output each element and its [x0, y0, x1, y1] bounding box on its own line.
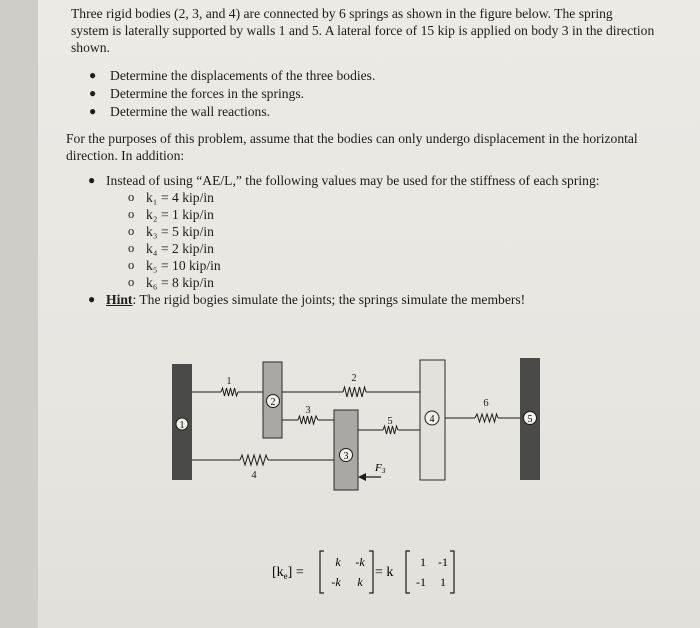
m2-11: 1 — [420, 555, 426, 569]
body-label-3: 3 — [343, 451, 349, 462]
stiffness-item: k₂ = 1 kip/in — [146, 207, 214, 222]
intro-line-2: system is laterally supported by walls 1 and 5. A lateral force of 15 kip is applied on body 3 in the direction — [71, 23, 655, 38]
stiffness-bullet: ● — [88, 173, 96, 187]
sub-bullet-icon: o — [128, 224, 135, 238]
purpose-line-1: For the purposes of this problem, assume that the bodies can only undergo displacement in the horizontal — [66, 131, 638, 146]
spring-label-2: 2 — [351, 373, 357, 384]
spring-label-6: 6 — [483, 398, 489, 409]
document-page — [38, 0, 700, 628]
force-arrow-icon — [358, 473, 381, 481]
sub-bullet-icon: o — [128, 241, 135, 255]
element-stiffness-matrix — [272, 551, 454, 593]
matrix-lhs: $[k_e]$ = — [272, 565, 304, 581]
sub-bullet-icon: o — [128, 190, 135, 204]
stiffness-item: k₁ = 4 kip/in — [146, 190, 214, 205]
task-bullet: ● — [89, 68, 97, 82]
stiffness-item: k₆ = 8 kip/in — [146, 275, 214, 290]
m2-21: -1 — [416, 575, 426, 589]
task-bullet: ● — [89, 86, 97, 100]
m1-11: k — [335, 555, 341, 569]
body-label-5: 5 — [527, 414, 533, 425]
task-bullet: ● — [89, 104, 97, 118]
spring-5 — [383, 426, 398, 434]
body-label-2: 2 — [270, 397, 276, 408]
stiffness-item: k₄ = 2 kip/in — [146, 241, 214, 256]
spring-label-5: 5 — [387, 416, 393, 427]
spring-6 — [475, 414, 498, 422]
intro-line-1: Three rigid bodies (2, 3, and 4) are connected by 6 springs as shown in the figure below. The spring — [71, 6, 613, 21]
purpose-line-2: direction. In addition: — [66, 148, 185, 163]
task-2: Determine the forces in the springs. — [110, 86, 305, 101]
hint-label: Hint — [106, 292, 133, 307]
spring-2 — [343, 387, 366, 397]
spring-3 — [298, 416, 318, 424]
hint-bullet: ● — [88, 292, 96, 306]
task-3: Determine the wall reactions. — [110, 104, 271, 119]
m2-22: 1 — [440, 575, 446, 589]
body-label-1: 1 — [179, 420, 185, 431]
matrix-eq: = k — [375, 565, 394, 580]
spring-4 — [240, 455, 268, 465]
spring-label-4: 4 — [251, 470, 257, 481]
m1-21: -k — [331, 575, 341, 589]
m1-12: -k — [355, 555, 365, 569]
intro-line-3: shown. — [71, 40, 110, 55]
body-label-4: 4 — [429, 414, 435, 425]
m1-22: k — [357, 575, 363, 589]
force-label: F3 — [375, 462, 386, 475]
stiffness-item: k₃ = 5 kip/in — [146, 224, 214, 239]
sub-bullet-icon: o — [128, 275, 135, 289]
m2-12: -1 — [438, 555, 448, 569]
spring-label-3: 3 — [305, 405, 311, 416]
spring-system-figure — [38, 0, 700, 628]
task-1: Determine the displacements of the three bodies. — [110, 68, 376, 83]
hint-text: : The rigid bogies simulate the joints; the springs simulate the members! — [132, 292, 526, 307]
stiffness-intro: Instead of using “AE/L,” the following values may be used for the stiffness of each spring: — [106, 173, 600, 188]
sub-bullet-icon: o — [128, 258, 135, 272]
sub-bullet-icon: o — [128, 207, 135, 221]
spring-label-1: 1 — [226, 376, 232, 387]
stiffness-item: k₅ = 10 kip/in — [146, 258, 221, 273]
spring-1 — [221, 388, 238, 396]
